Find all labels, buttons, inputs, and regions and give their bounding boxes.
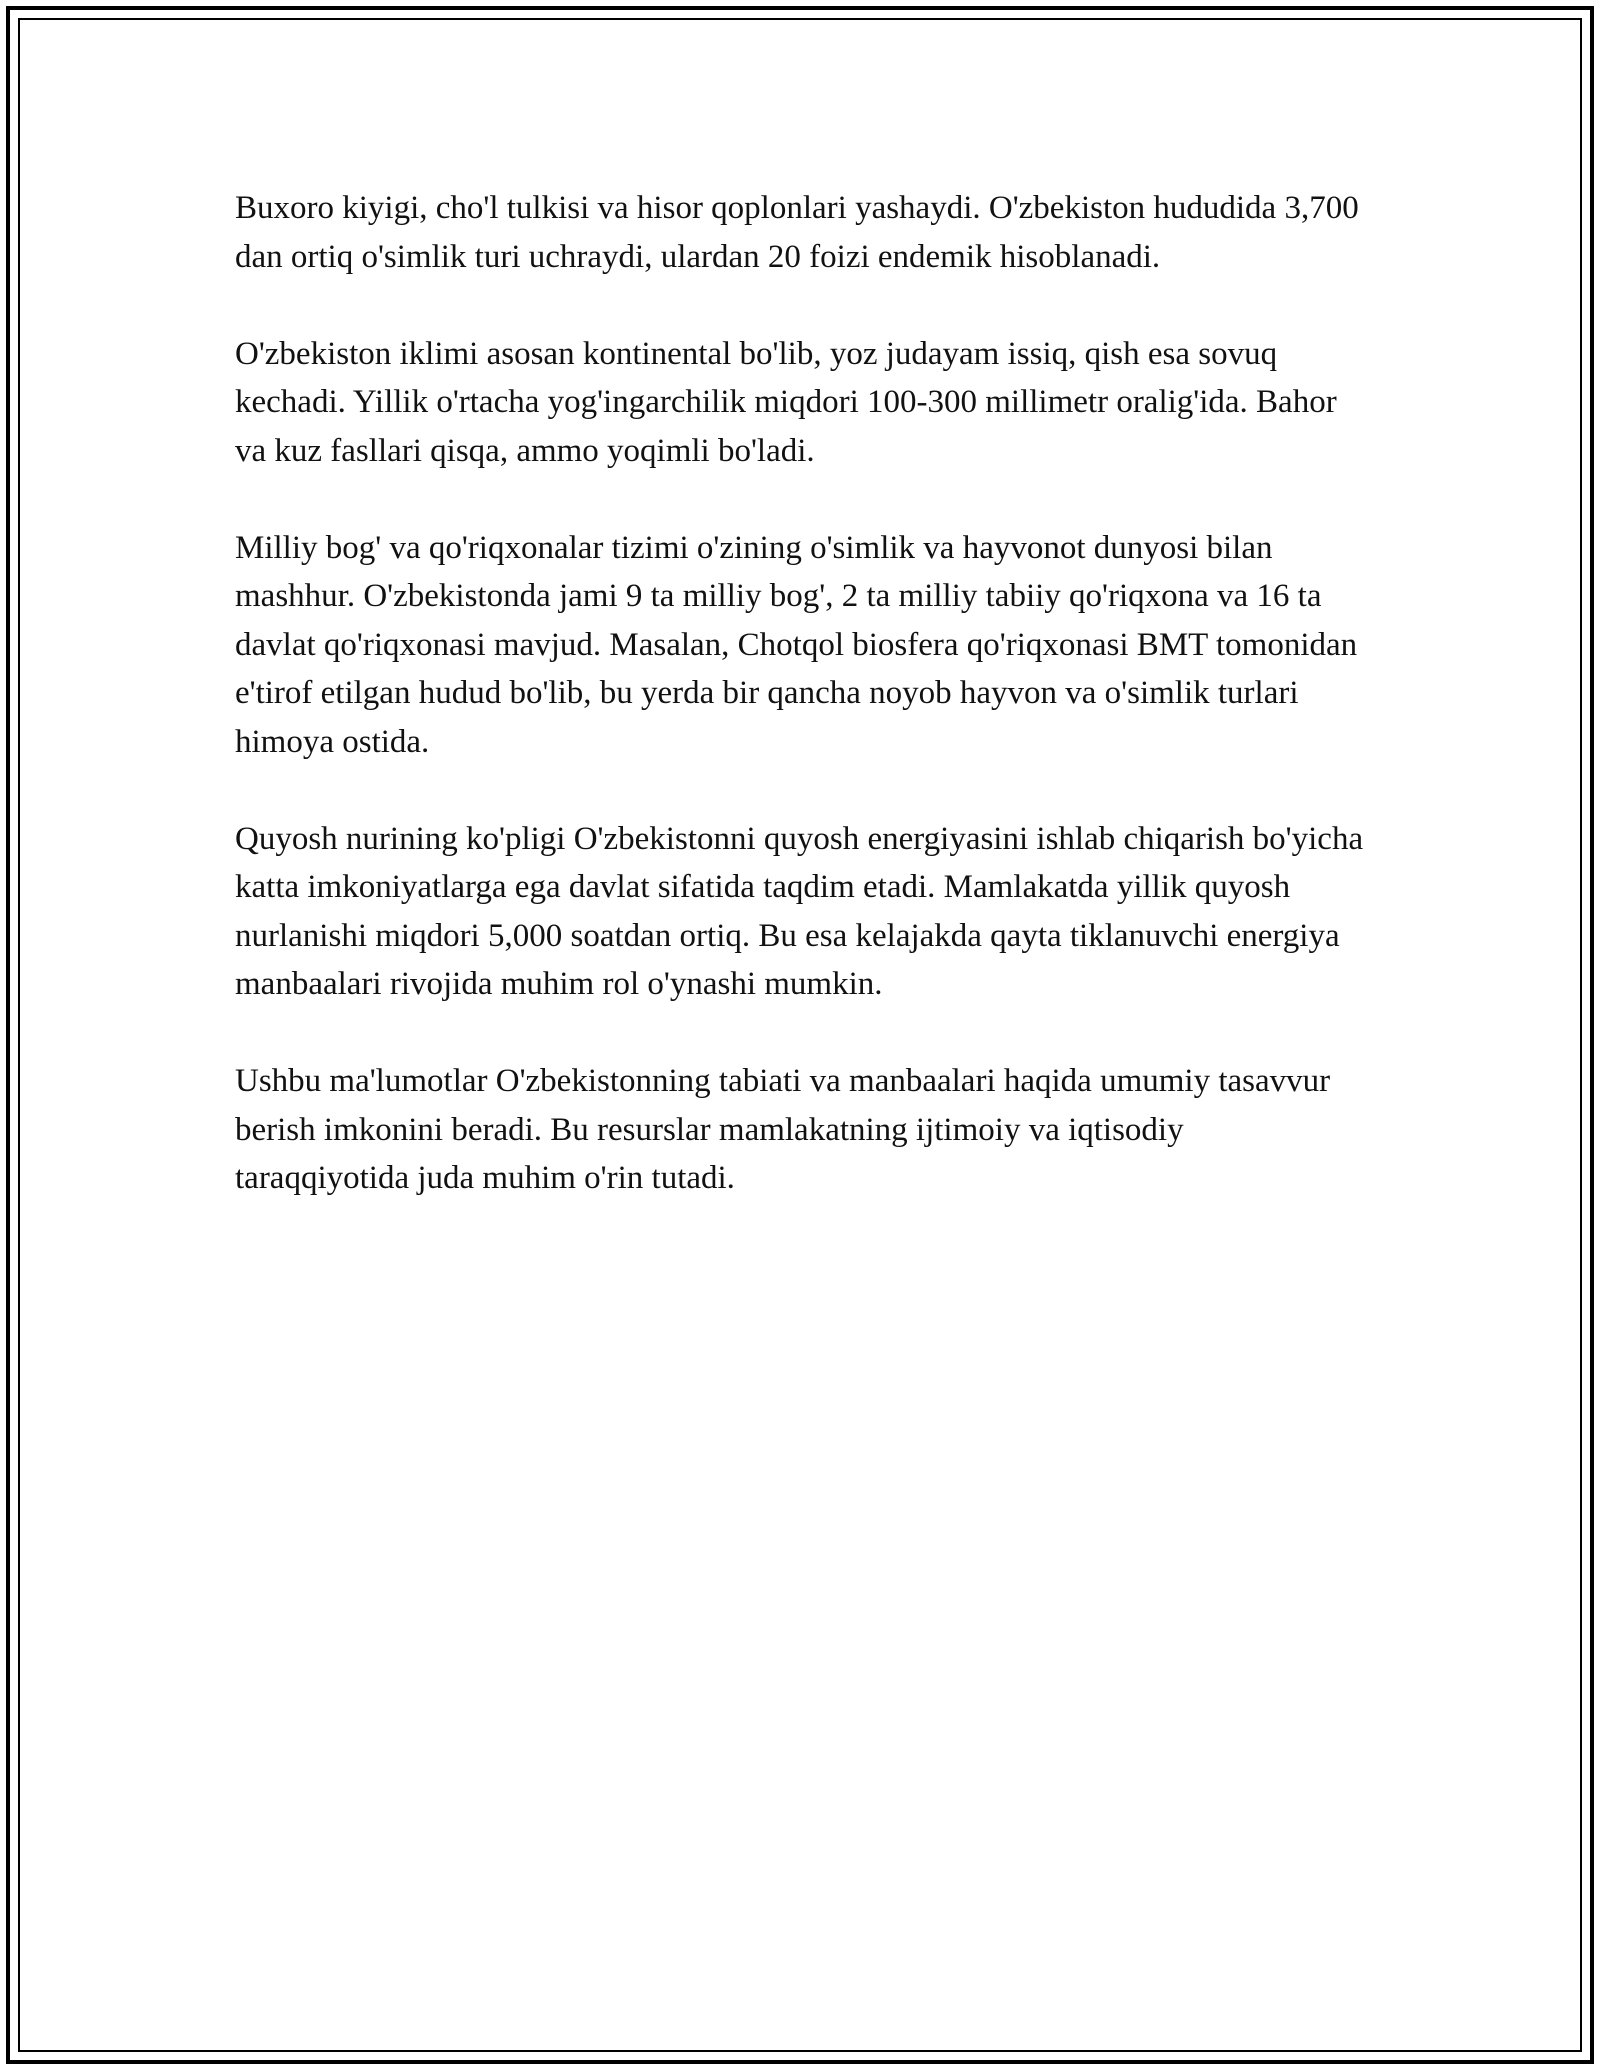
paragraph-2: O'zbekiston iklimi asosan kontinental bo'lib, yoz judayam issiq, qish esa sovuq kechadi. Yillik o'rtacha yog'ingarchilik miqdori 100-300 millimetr oralig'ida. Bahor va kuz fasllari qisqa, ammo yoqimli bo'ladi.: [235, 335, 1337, 469]
document-body: [235, 184, 1365, 1251]
paragraph-3: Milliy bog' va qo'riqxonalar tizimi o'zining o'simlik va hayvonot dunyosi bilan mashhur. O'zbekistonda jami 9 ta milliy bog', 2 ta milliy tabiiy qo'riqxona va 16 ta davlat qo'riqxonasi mavjud. Masalan, Chotqol biosfera qo'riqxonasi BMT tomonidan e'tirof etilgan hudud bo'lib, bu yerda bir qancha noyob hayvon va o'simlik turlari himoya ostida.: [235, 529, 1358, 760]
paragraph-4: Quyosh nurining ko'pligi O'zbekistonni quyosh energiyasini ishlab chiqarish bo'yicha katta imkoniyatlarga ega davlat sifatida taqdim etadi. Mamlakatda yillik quyosh nurlanishi miqdori 5,000 soatdan ortiq. Bu esa kelajakda qayta tiklanuvchi energiya manbaalari rivojida muhim rol o'ynashi mumkin.: [235, 820, 1364, 1002]
paragraph-1: Buxoro kiyigi, cho'l tulkisi va hisor qoplonlari yashaydi. O'zbekiston hududida 3,700 dan ortiq o'simlik turi uchraydi, ulardan 20 foizi endemik hisoblanadi.: [235, 190, 1359, 275]
paragraph-5: Ushbu ma'lumotlar O'zbekistonning tabiati va manbaalari haqida umumiy tasavvur berish imkonini beradi. Bu resurslar mamlakatning ijtimoiy va iqtisodiy taraqqiyotida juda muhim o'rin tutadi.: [235, 1063, 1331, 1196]
